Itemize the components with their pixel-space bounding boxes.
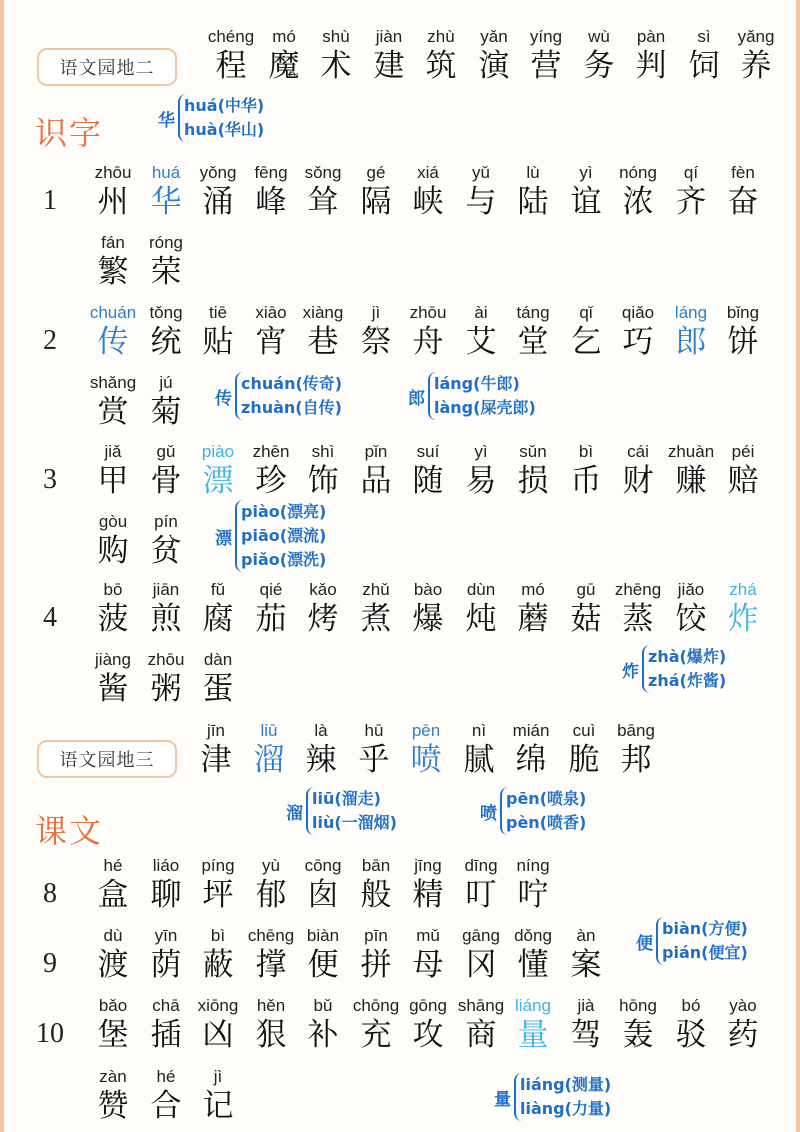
pinyin-label: chōng xyxy=(352,996,400,1015)
polyphone-reading: zhá(炸酱) xyxy=(648,671,727,690)
hanzi-character: 插 xyxy=(150,1017,182,1053)
pinyin-label: zhuàn xyxy=(667,442,715,461)
pinyin-label: xiāo xyxy=(255,303,287,322)
hanzi-character: 营 xyxy=(530,48,562,84)
hanzi-character: 程 xyxy=(215,48,247,84)
pinyin-label: láng xyxy=(674,303,708,322)
hanzi-character: 统 xyxy=(150,324,182,360)
pinyin-label: zhōu xyxy=(409,303,447,322)
hanzi-character: 炖 xyxy=(465,601,497,637)
hanzi-character: 量 xyxy=(517,1017,549,1053)
pinyin-label: kǎo xyxy=(309,580,337,599)
hanzi-cell xyxy=(605,720,667,778)
hanzi-character: 饰 xyxy=(307,463,339,499)
hanzi-cell xyxy=(135,372,197,430)
polyphone-char: 漂 xyxy=(215,528,232,549)
pinyin-label: yīn xyxy=(154,926,178,945)
hanzi-character: 攻 xyxy=(412,1017,444,1053)
pinyin-label: ài xyxy=(474,303,488,322)
hanzi-character: 饲 xyxy=(688,48,720,84)
pinyin-label: biàn xyxy=(306,926,340,945)
pinyin-label: piào xyxy=(201,442,235,461)
polyphone-note-piao xyxy=(215,500,326,572)
pinyin-label: bǎo xyxy=(98,996,128,1015)
hanzi-character: 邦 xyxy=(620,742,652,778)
polyphone-char: 溜 xyxy=(286,803,303,824)
hanzi-character: 拼 xyxy=(360,947,392,983)
pinyin-label: gòu xyxy=(98,512,128,531)
hanzi-character: 赔 xyxy=(727,463,759,499)
lesson-number-9: 9 xyxy=(43,948,57,979)
hanzi-character: 炸 xyxy=(727,601,759,637)
hanzi-character: 囱 xyxy=(307,877,339,913)
pinyin-label: xiàng xyxy=(302,303,344,322)
hanzi-character: 轰 xyxy=(622,1017,654,1053)
pinyin-label: píng xyxy=(201,856,235,875)
pinyin-label: liū xyxy=(260,721,278,740)
hanzi-cell xyxy=(187,1066,249,1124)
pinyin-label: níng xyxy=(516,856,550,875)
polyphone-char: 郎 xyxy=(408,388,425,409)
hanzi-character: 蘑 xyxy=(517,601,549,637)
shizi-heading: 识字 xyxy=(35,114,104,152)
hanzi-cell xyxy=(187,649,249,707)
hanzi-character: 祭 xyxy=(360,324,392,360)
pinyin-label: sǒng xyxy=(304,163,342,182)
hanzi-character: 记 xyxy=(202,1088,234,1124)
polyphone-reading: liáng(测量) xyxy=(520,1075,612,1094)
pinyin-label: zhōu xyxy=(147,650,185,669)
pinyin-label: qiǎo xyxy=(621,303,655,322)
hanzi-character: 郎 xyxy=(675,324,707,360)
pinyin-label: zhēng xyxy=(614,580,662,599)
kewen-heading: 课文 xyxy=(35,812,104,850)
hanzi-character: 峰 xyxy=(255,184,287,220)
hanzi-character: 精 xyxy=(412,877,444,913)
pinyin-label: pēn xyxy=(411,721,441,740)
pinyin-label: fèn xyxy=(731,163,755,182)
hanzi-character: 齐 xyxy=(675,184,707,220)
lesson-number-3: 3 xyxy=(43,464,57,495)
hanzi-character: 宵 xyxy=(255,324,287,360)
pinyin-label: bǔ xyxy=(313,996,333,1015)
pinyin-label: jì xyxy=(371,303,381,322)
lesson-number-8: 8 xyxy=(43,878,57,909)
polyphone-reading: huà(华山) xyxy=(184,120,265,139)
hanzi-character: 菊 xyxy=(150,394,182,430)
pinyin-label: liáo xyxy=(152,856,180,875)
hanzi-character: 案 xyxy=(570,947,602,983)
hanzi-character: 药 xyxy=(727,1017,759,1053)
hanzi-character: 损 xyxy=(517,463,549,499)
pinyin-label: wù xyxy=(588,27,610,46)
polyphone-reading: pēn(喷泉) xyxy=(506,789,587,808)
hanzi-character: 务 xyxy=(583,48,615,84)
hanzi-character: 撑 xyxy=(255,947,287,983)
hanzi-character: 繁 xyxy=(97,254,129,290)
pinyin-label: jiǎo xyxy=(677,580,705,599)
hanzi-character: 赞 xyxy=(97,1088,129,1124)
pinyin-label: shù xyxy=(322,27,350,46)
hanzi-cell xyxy=(712,302,774,360)
pinyin-label: lù xyxy=(526,163,540,182)
hanzi-cell xyxy=(135,511,197,569)
hanzi-character: 涌 xyxy=(202,184,234,220)
pinyin-label: fǔ xyxy=(210,580,226,599)
pinyin-label: zhá xyxy=(729,580,757,599)
pinyin-label: dīng xyxy=(464,856,498,875)
hanzi-character: 甲 xyxy=(97,463,129,499)
hanzi-character: 术 xyxy=(320,48,352,84)
hanzi-character: 荫 xyxy=(150,947,182,983)
hanzi-character: 盒 xyxy=(97,877,129,913)
polyphone-reading: biàn(方便) xyxy=(662,919,748,938)
pinyin-label: hé xyxy=(103,856,123,875)
polyphone-note-pen xyxy=(480,787,586,835)
hanzi-character: 购 xyxy=(97,533,129,569)
hanzi-cell xyxy=(725,26,787,84)
hanzi-character: 建 xyxy=(373,48,405,84)
hanzi-character: 传 xyxy=(97,324,129,360)
hanzi-character: 舟 xyxy=(412,324,444,360)
pinyin-label: zàn xyxy=(99,1067,127,1086)
pinyin-label: qí xyxy=(683,163,699,182)
pinyin-label: gōng xyxy=(409,996,447,1015)
pinyin-label: qié xyxy=(259,580,283,599)
pinyin-label: yǎn xyxy=(480,27,508,46)
hanzi-character: 母 xyxy=(412,947,444,983)
lesson-number-10: 10 xyxy=(36,1018,64,1049)
pinyin-label: yǔ xyxy=(472,163,490,182)
pinyin-label: sǔn xyxy=(519,442,547,461)
hanzi-character: 菇 xyxy=(570,601,602,637)
hanzi-cell xyxy=(712,995,774,1053)
hanzi-character: 冈 xyxy=(465,947,497,983)
hanzi-character: 易 xyxy=(465,463,497,499)
pinyin-label: dǒng xyxy=(514,926,552,945)
pinyin-label: hé xyxy=(156,1067,176,1086)
page-border-left xyxy=(0,0,4,1132)
pinyin-label: pín xyxy=(154,512,178,531)
garden2-tag: 语文园地二 xyxy=(37,48,177,86)
hanzi-character: 充 xyxy=(360,1017,392,1053)
hanzi-character: 华 xyxy=(150,184,182,220)
hanzi-character: 浓 xyxy=(622,184,654,220)
hanzi-character: 堡 xyxy=(97,1017,129,1053)
pinyin-label: jiān xyxy=(152,580,180,599)
pinyin-label: sì xyxy=(697,27,711,46)
polyphone-reading: liù(一溜烟) xyxy=(312,813,397,832)
hanzi-character: 漂 xyxy=(202,463,234,499)
pinyin-label: jīng xyxy=(414,856,442,875)
page-border-right xyxy=(796,0,800,1132)
pinyin-label: jiǎ xyxy=(104,442,122,461)
hanzi-character: 腻 xyxy=(463,742,495,778)
pinyin-label: cōng xyxy=(304,856,342,875)
polyphone-reading: liū(溜走) xyxy=(312,789,381,808)
pinyin-label: yì xyxy=(474,442,488,461)
pinyin-label: yǒng xyxy=(199,163,237,182)
hanzi-character: 郁 xyxy=(255,877,287,913)
pinyin-label: xiōng xyxy=(197,996,239,1015)
pinyin-label: gé xyxy=(366,163,386,182)
hanzi-character: 补 xyxy=(307,1017,339,1053)
pinyin-label: nì xyxy=(471,721,487,740)
hanzi-character: 喷 xyxy=(410,742,442,778)
hanzi-character: 绵 xyxy=(515,742,547,778)
polyphone-char: 炸 xyxy=(622,661,639,682)
hanzi-character: 魔 xyxy=(268,48,300,84)
pinyin-label: dù xyxy=(103,926,123,945)
pinyin-label: bǐng xyxy=(726,303,760,322)
pinyin-label: pīn xyxy=(364,926,388,945)
pinyin-label: jú xyxy=(159,373,173,392)
polyphone-note-hua xyxy=(158,94,264,142)
pinyin-label: àn xyxy=(576,926,596,945)
polyphone-reading: pèn(喷香) xyxy=(506,813,587,832)
pinyin-label: dàn xyxy=(203,650,233,669)
pinyin-label: pàn xyxy=(636,27,666,46)
pinyin-label: cuì xyxy=(572,721,596,740)
pinyin-label: fán xyxy=(101,233,125,252)
polyphone-reading: piǎo(漂洗) xyxy=(241,550,327,569)
hanzi-character: 煮 xyxy=(360,601,392,637)
pinyin-label: mó xyxy=(272,27,296,46)
polyphone-reading: piào(漂亮) xyxy=(241,502,327,521)
pinyin-label: huá xyxy=(151,163,181,182)
pinyin-label: liáng xyxy=(515,996,551,1015)
lesson-number-2: 2 xyxy=(43,325,57,356)
hanzi-character: 蔽 xyxy=(202,947,234,983)
hanzi-character: 贴 xyxy=(202,324,234,360)
pinyin-label: chéng xyxy=(207,27,255,46)
pinyin-label: gū xyxy=(576,580,596,599)
pinyin-label: chēng xyxy=(247,926,295,945)
pinyin-label: fēng xyxy=(254,163,288,182)
hanzi-character: 溜 xyxy=(253,742,285,778)
hanzi-character: 荣 xyxy=(150,254,182,290)
hanzi-character: 品 xyxy=(360,463,392,499)
polyphone-note-liang xyxy=(494,1073,611,1121)
pinyin-label: róng xyxy=(148,233,184,252)
hanzi-character: 渡 xyxy=(97,947,129,983)
hanzi-character: 巷 xyxy=(307,324,339,360)
hanzi-character: 赏 xyxy=(97,394,129,430)
pinyin-label: bān xyxy=(361,856,391,875)
pinyin-label: jì xyxy=(213,1067,223,1086)
hanzi-character: 般 xyxy=(360,877,392,913)
pinyin-label: bì xyxy=(210,926,226,945)
hanzi-character: 筑 xyxy=(425,48,457,84)
pinyin-label: mó xyxy=(521,580,545,599)
pinyin-label: gāng xyxy=(462,926,500,945)
polyphone-char: 喷 xyxy=(480,803,497,824)
hanzi-character: 合 xyxy=(150,1088,182,1124)
polyphone-reading: zhà(爆炸) xyxy=(648,647,727,666)
hanzi-cell xyxy=(135,232,197,290)
pinyin-label: zhù xyxy=(427,27,455,46)
polyphone-reading: chuán(传奇) xyxy=(241,374,343,393)
polyphone-note-zha xyxy=(622,645,726,693)
pinyin-label: táng xyxy=(516,303,550,322)
pinyin-label: cái xyxy=(627,442,649,461)
pinyin-label: péi xyxy=(731,442,755,461)
hanzi-character: 叮 xyxy=(465,877,497,913)
hanzi-character: 腐 xyxy=(202,601,234,637)
polyphone-char: 量 xyxy=(494,1089,511,1110)
hanzi-character: 爆 xyxy=(412,601,444,637)
pinyin-label: tǒng xyxy=(149,303,183,322)
pinyin-label: hōng xyxy=(619,996,657,1015)
pinyin-label: jīn xyxy=(207,721,225,740)
hanzi-character: 判 xyxy=(635,48,667,84)
pinyin-label: jiàng xyxy=(95,650,131,669)
polyphone-char: 华 xyxy=(158,110,175,131)
hanzi-character: 堂 xyxy=(517,324,549,360)
hanzi-character: 与 xyxy=(465,184,497,220)
hanzi-character: 煎 xyxy=(150,601,182,637)
hanzi-cell xyxy=(712,162,774,220)
pinyin-label: bāng xyxy=(617,721,655,740)
pinyin-label: shǎng xyxy=(89,373,137,392)
hanzi-character: 菠 xyxy=(97,601,129,637)
hanzi-character: 随 xyxy=(412,463,444,499)
hanzi-character: 狠 xyxy=(255,1017,287,1053)
hanzi-character: 演 xyxy=(478,48,510,84)
hanzi-cell xyxy=(712,579,774,637)
hanzi-character: 州 xyxy=(97,184,129,220)
hanzi-character: 骨 xyxy=(150,463,182,499)
pinyin-label: bō xyxy=(103,580,123,599)
hanzi-character: 懂 xyxy=(517,947,549,983)
lesson-number-1: 1 xyxy=(43,185,57,216)
hanzi-character: 隔 xyxy=(360,184,392,220)
pinyin-label: gǔ xyxy=(156,442,176,461)
hanzi-character: 峡 xyxy=(412,184,444,220)
hanzi-character: 珍 xyxy=(255,463,287,499)
hanzi-character: 粥 xyxy=(150,671,182,707)
pinyin-label: jià xyxy=(577,996,595,1015)
pinyin-label: yào xyxy=(729,996,757,1015)
hanzi-character: 咛 xyxy=(517,877,549,913)
pinyin-label: qǐ xyxy=(579,303,593,322)
polyphone-reading: piāo(漂流) xyxy=(241,526,327,545)
pinyin-label: xiá xyxy=(417,163,439,182)
hanzi-character: 赚 xyxy=(675,463,707,499)
polyphone-reading: pián(便宜) xyxy=(662,943,748,962)
polyphone-reading: làng(屎壳郎) xyxy=(434,398,536,417)
pinyin-label: zhǔ xyxy=(362,580,390,599)
hanzi-character: 耸 xyxy=(307,184,339,220)
pinyin-label: jiàn xyxy=(375,27,403,46)
polyphone-char: 便 xyxy=(636,933,653,954)
hanzi-character: 贫 xyxy=(150,533,182,569)
hanzi-character: 饼 xyxy=(727,324,759,360)
pinyin-label: hěn xyxy=(256,996,286,1015)
hanzi-character: 酱 xyxy=(97,671,129,707)
pinyin-label: bó xyxy=(681,996,701,1015)
hanzi-character: 饺 xyxy=(675,601,707,637)
pinyin-label: yǎng xyxy=(737,27,775,46)
hanzi-character: 陆 xyxy=(517,184,549,220)
hanzi-character: 烤 xyxy=(307,601,339,637)
pinyin-label: yíng xyxy=(529,27,563,46)
pinyin-label: pǐn xyxy=(364,442,388,461)
hanzi-character: 财 xyxy=(622,463,654,499)
pinyin-label: yù xyxy=(262,856,280,875)
polyphone-reading: huá(中华) xyxy=(184,96,265,115)
polyphone-note-bian xyxy=(636,917,748,965)
polyphone-reading: láng(牛郎) xyxy=(434,374,520,393)
hanzi-character: 辣 xyxy=(305,742,337,778)
pinyin-label: bì xyxy=(578,442,594,461)
pinyin-label: mián xyxy=(512,721,550,740)
polyphone-note-lang xyxy=(408,372,536,420)
pinyin-label: bào xyxy=(413,580,443,599)
hanzi-character: 蛋 xyxy=(202,671,234,707)
hanzi-character: 蒸 xyxy=(622,601,654,637)
hanzi-character: 津 xyxy=(200,742,232,778)
hanzi-character: 谊 xyxy=(570,184,602,220)
pinyin-label: suí xyxy=(416,442,440,461)
hanzi-character: 养 xyxy=(740,48,772,84)
hanzi-character: 乎 xyxy=(358,742,390,778)
polyphone-note-chuan xyxy=(215,372,342,420)
hanzi-cell xyxy=(502,855,564,913)
hanzi-character: 驾 xyxy=(570,1017,602,1053)
pinyin-label: chuán xyxy=(89,303,137,322)
hanzi-cell xyxy=(712,441,774,499)
pinyin-label: zhēn xyxy=(252,442,290,461)
pinyin-label: shì xyxy=(311,442,335,461)
hanzi-character: 艾 xyxy=(465,324,497,360)
pinyin-label: tiē xyxy=(209,303,227,322)
pinyin-label: zhōu xyxy=(94,163,132,182)
hanzi-character: 驳 xyxy=(675,1017,707,1053)
hanzi-character: 便 xyxy=(307,947,339,983)
polyphone-char: 传 xyxy=(215,388,232,409)
hanzi-character: 币 xyxy=(570,463,602,499)
polyphone-reading: liàng(力量) xyxy=(520,1099,612,1118)
hanzi-character: 奋 xyxy=(727,184,759,220)
pinyin-label: là xyxy=(314,721,328,740)
pinyin-label: mǔ xyxy=(416,926,440,945)
pinyin-label: nóng xyxy=(619,163,657,182)
hanzi-cell xyxy=(555,925,617,983)
hanzi-character: 乞 xyxy=(570,324,602,360)
hanzi-character: 巧 xyxy=(622,324,654,360)
pinyin-label: yì xyxy=(579,163,593,182)
hanzi-character: 凶 xyxy=(202,1017,234,1053)
hanzi-character: 坪 xyxy=(202,877,234,913)
polyphone-reading: zhuàn(自传) xyxy=(241,398,342,417)
pinyin-label: dùn xyxy=(466,580,496,599)
garden3-tag: 语文园地三 xyxy=(37,740,177,778)
pinyin-label: hū xyxy=(364,721,384,740)
polyphone-note-liu xyxy=(286,787,397,835)
hanzi-character: 茄 xyxy=(255,601,287,637)
pinyin-label: shāng xyxy=(457,996,505,1015)
hanzi-character: 商 xyxy=(465,1017,497,1053)
pinyin-label: chā xyxy=(152,996,180,1015)
hanzi-character: 脆 xyxy=(568,742,600,778)
lesson-number-4: 4 xyxy=(43,602,57,633)
hanzi-character: 聊 xyxy=(150,877,182,913)
